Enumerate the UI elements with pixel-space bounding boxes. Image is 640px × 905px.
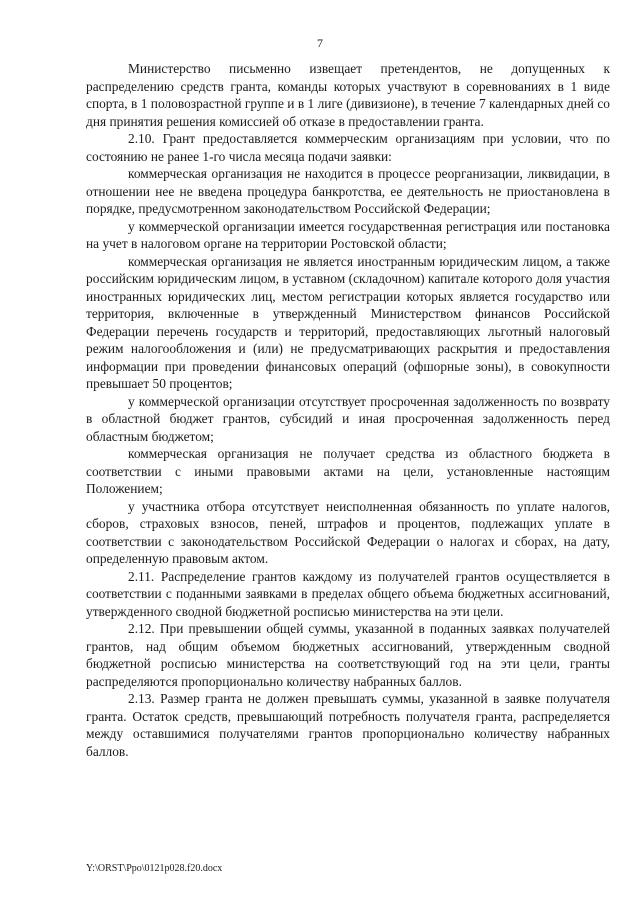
paragraph-2-10: 2.10. Грант предоставляется коммерческим организациям при условии, что по состоянию не ранее 1-го числа месяца подачи заявки: — [86, 131, 610, 164]
document-body — [86, 60, 610, 760]
paragraph-condition-taxes: у участника отбора отсутствует неисполненная обязанность по уплате налогов, сборов, страховых взносов, пеней, штрафов и процентов, подлежащих уплате в соответствии с законодательством Российской Федерации о налогах и сборах, на дату, определенную правовым актом. — [86, 498, 610, 566]
paragraph-condition-foreign-entity: коммерческая организация не является иностранным юридическим лицом, а также российским юридическим лицом, в уставном (складочном) капитале которого доля участия иностранных юридических лиц, местом регистрации которых является государство или территория, включенные в утвержденный Министерством финансов Российской Федерации перечень государств и территорий, предоставляющих льготный налоговый режим налогообложения и (или) не предусматривающих раскрытия и предоставления информации при проведении финансовых операций (офшорные зоны), в совокупности превышает 50 процентов; — [86, 253, 610, 391]
paragraph-2-12: 2.12. При превышении общей суммы, указанной в поданных заявках получателей грантов, над общим объемом бюджетных ассигнований, утвержденным сводной бюджетной росписью министерства на соответствующий год на эти цели, гранты распределяются пропорционально количеству набранных баллов. — [86, 621, 610, 689]
paragraph-condition-reorganization: коммерческая организация не находится в процессе реорганизации, ликвидации, в отношении нее не введена процедура банкротства, ее деятельность не приостановлена в порядке, предусмотренном законодательством Российской Федерации; — [86, 166, 610, 216]
paragraph-2-11: 2.11. Распределение грантов каждому из получателей грантов осуществляется в соответствии с поданными заявками в пределах общего объема бюджетных ассигнований, утвержденного сводной бюджетной росписью министерства на эти цели. — [86, 568, 610, 619]
paragraph-2-13: 2.13. Размер гранта не должен превышать суммы, указанной в заявке получателя гранта. Остаток средств, превышающий потребность получателя гранта, распределяется между оставшимися получателями грантов пропорционально количеству набранных баллов. — [86, 691, 610, 759]
footer-file-path: Y:\ORST\Ppo\0121p028.f20.docx — [86, 863, 223, 874]
paragraph-condition-debt: у коммерческой организации отсутствует просроченная задолженность по возврату в областной бюджет грантов, субсидий и иная просроченная задолженность перед областным бюджетом; — [86, 393, 610, 444]
paragraph-condition-other-funds: коммерческая организация не получает средства из областного бюджета в соответствии с иными правовыми актами на цели, установленные настоящим Положением; — [86, 446, 610, 496]
page-number: 7 — [317, 36, 323, 50]
paragraph-condition-registration: у коммерческой организации имеется государственная регистрация или постановка на учет в налоговом органе на территории Ростовской области; — [86, 218, 610, 251]
paragraph-rejection-notice: Министерство письменно извещает претендентов, не допущенных к распределению средств гранта, команды которых участвуют в соревнованиях в 1 виде спорта, в 1 половозрастной группе и в 1 лиге (дивизионе), в течение 7 календарных дней со дня принятия решения комиссией об отказе в предоставлении гранта. — [86, 61, 610, 129]
